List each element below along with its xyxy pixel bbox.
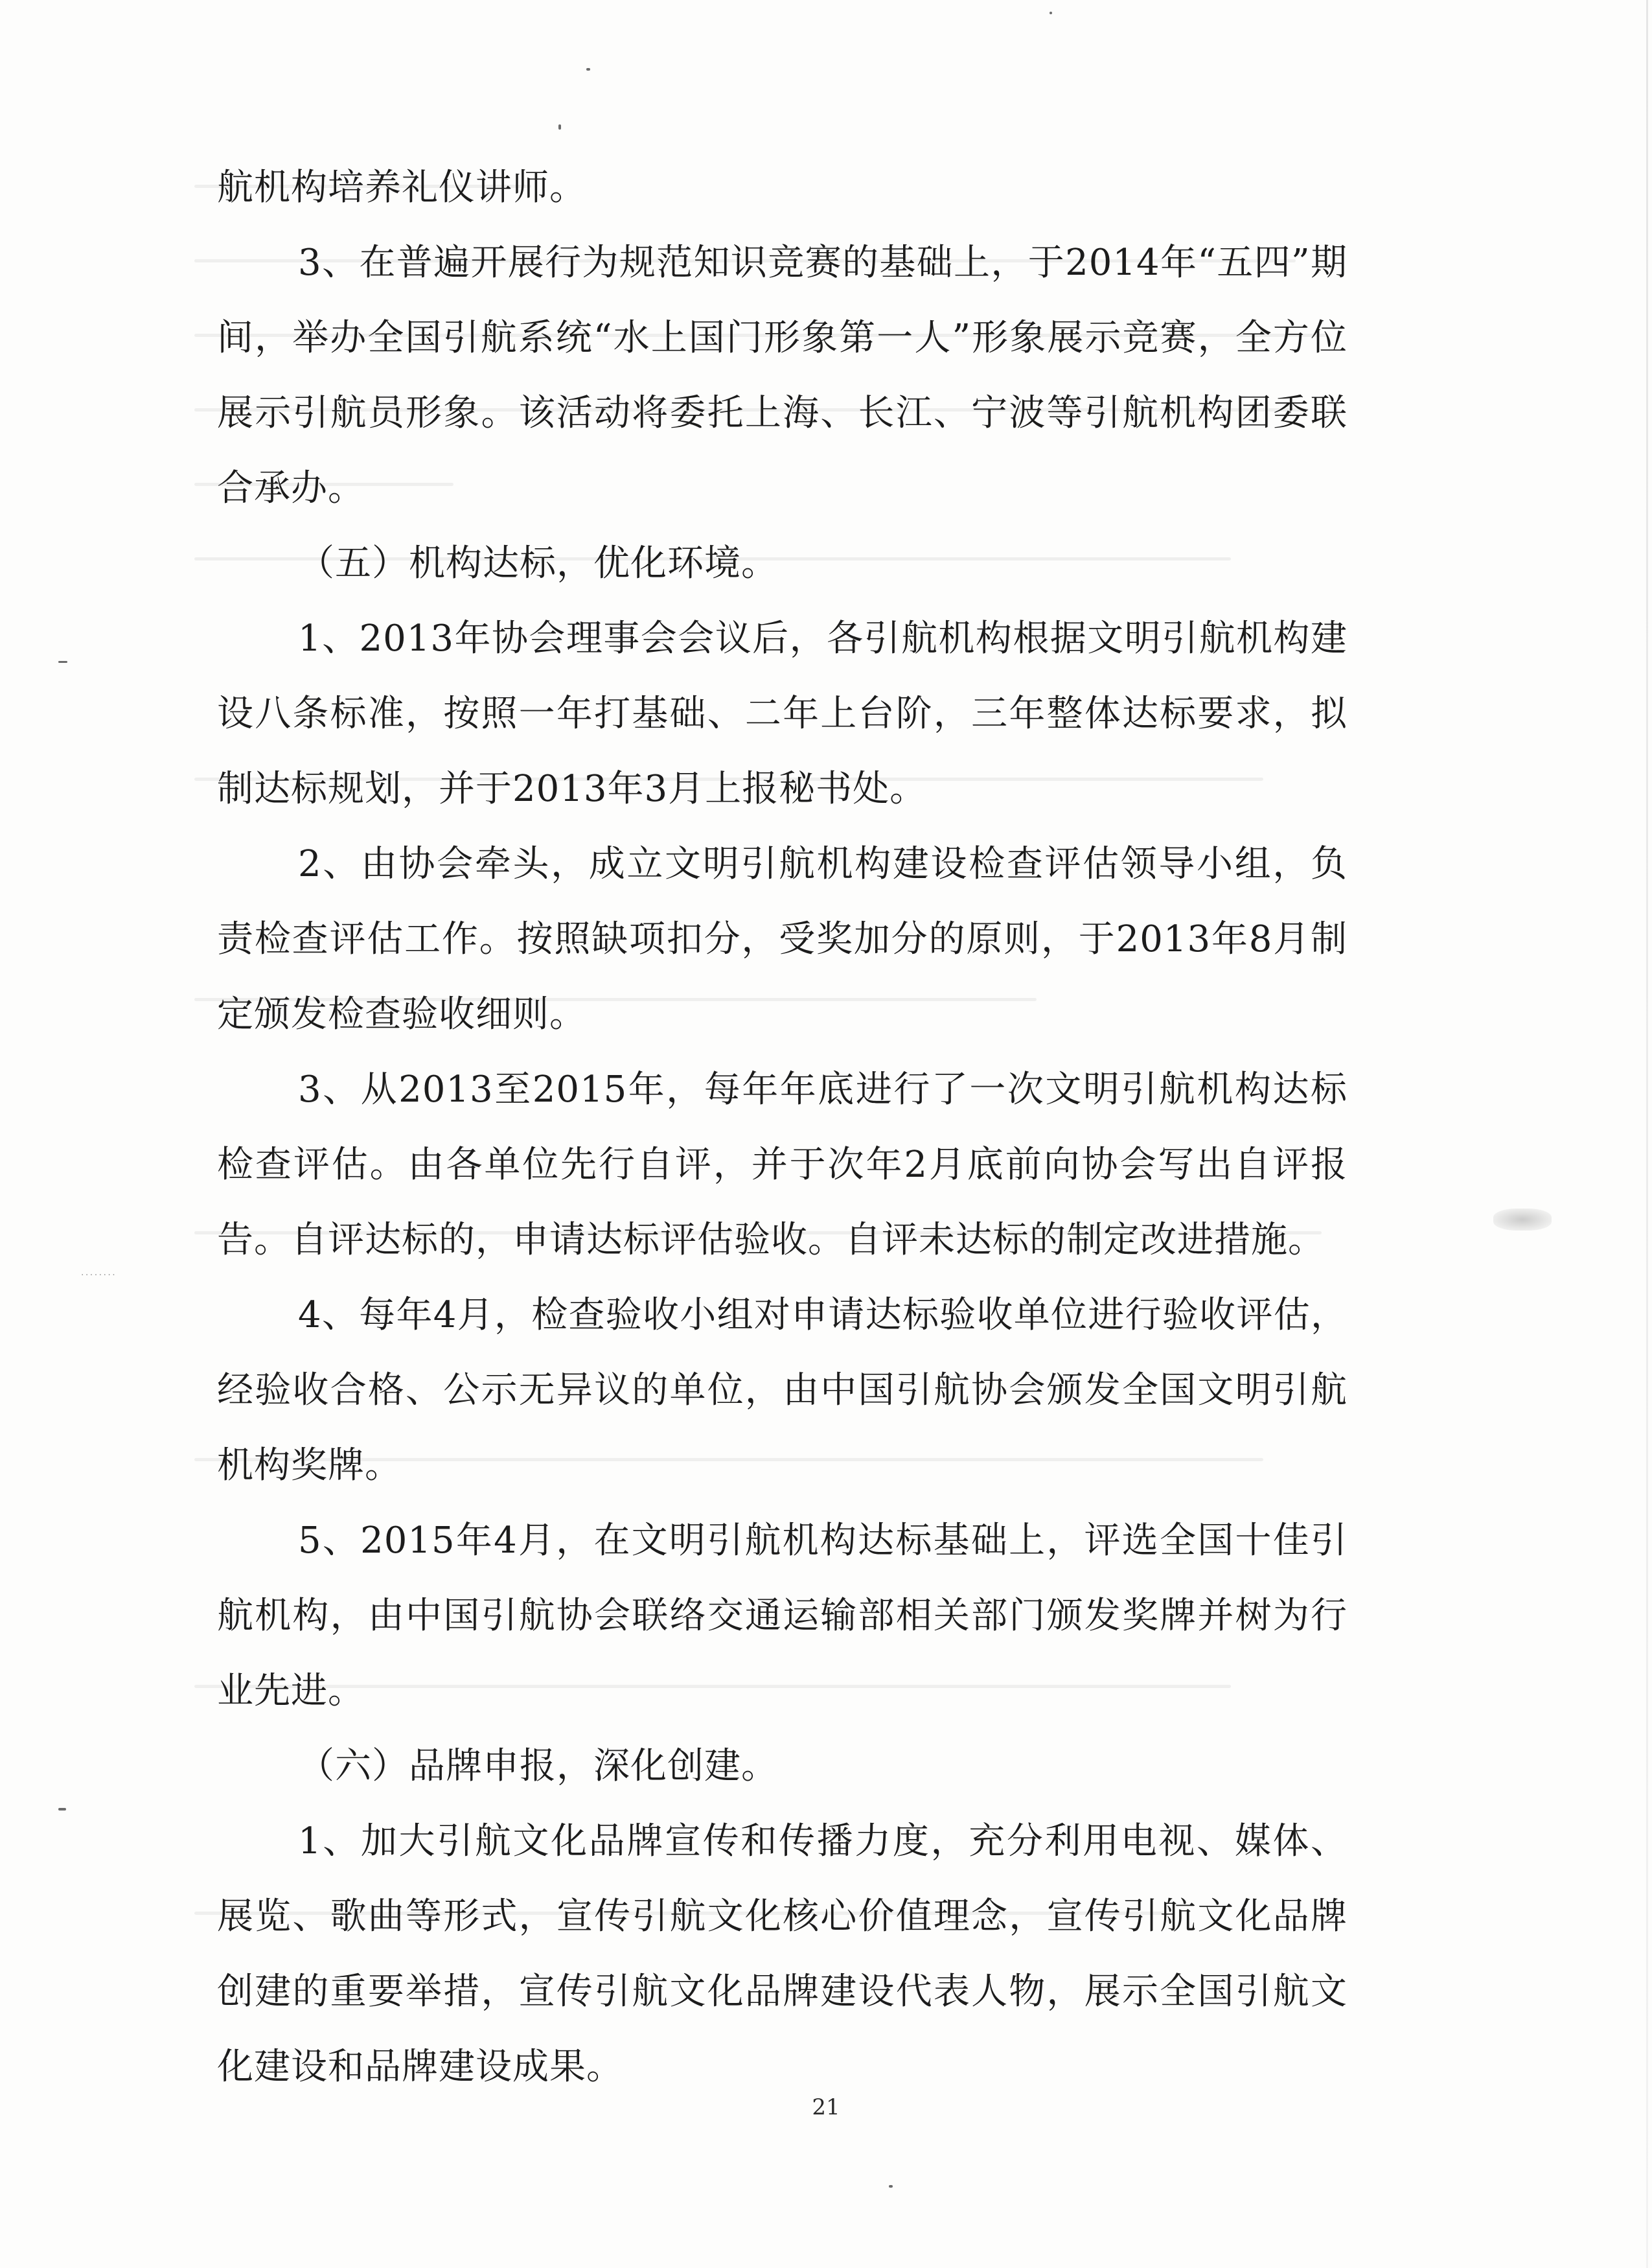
section-heading-5: （五）机构达标，优化环境。	[298, 542, 778, 584]
scan-edge	[1646, 0, 1648, 2268]
document-body	[217, 150, 1348, 2105]
paragraph-item-1-planning: 1、2013年协会理事会会议后，各引航机构根据文明引航机构建设八条标准，按照一年打基础、二年上台阶，三年整体达标要求，拟制达标规划，并于2013年3月上报秘书处。	[217, 618, 1348, 810]
paragraph-item-3-annual-check: 3、从2013至2015年，每年年底进行了一次文明引航机构达标检查评估。由各单位先行自评，并于次年2月底前向协会写出自评报告。自评达标的，申请达标评估验收。自评未达标的制定改进措施。	[217, 1069, 1348, 1261]
paragraph-item-4-acceptance: 4、每年4月，检查验收小组对申请达标验收单位进行验收评估，经验收合格、公示无异议的单位，由中国引航协会颁发全国文明引航机构奖牌。	[217, 1294, 1348, 1487]
scan-speck	[586, 68, 590, 71]
scan-speck	[558, 124, 561, 130]
scan-speck	[889, 2185, 893, 2188]
paragraph-continuation: 航机构培养礼仪讲师。	[217, 167, 586, 209]
margin-stamp-artifact: · · · · · · · ·	[81, 1270, 115, 1279]
scan-smudge	[1493, 1209, 1552, 1231]
page-number: 21	[812, 2094, 840, 2120]
section-heading-6: （六）品牌申报，深化创建。	[298, 1745, 778, 1787]
paragraph-item-1-brand-promotion: 1、加大引航文化品牌宣传和传播力度，充分利用电视、媒体、展览、歌曲等形式，宣传引航文化核心价值理念，宣传引航文化品牌创建的重要举措，宣传引航文化品牌建设代表人物，展示全国引航文化建设和品牌建设成果。	[217, 1820, 1348, 2088]
scan-speck	[1050, 12, 1052, 14]
paragraph-item-5-top-ten: 5、2015年4月，在文明引航机构达标基础上，评选全国十佳引航机构，由中国引航协会联络交通运输部相关部门颁发奖牌并树为行业先进。	[217, 1520, 1348, 1712]
scan-speck	[58, 1808, 66, 1811]
paragraph-item-3-competition: 3、在普遍开展行为规范知识竞赛的基础上，于2014年“五四”期间，举办全国引航系统“水上国门形象第一人”形象展示竞赛，全方位展示引航员形象。该活动将委托上海、长江、宁波等引航机构团委联合承办。	[217, 242, 1348, 509]
paragraph-item-2-evaluation-group: 2、由协会牵头，成立文明引航机构建设检查评估领导小组，负责检查评估工作。按照缺项扣分，受奖加分的原则，于2013年8月制定颁发检查验收细则。	[217, 843, 1348, 1036]
scan-speck	[58, 661, 67, 663]
